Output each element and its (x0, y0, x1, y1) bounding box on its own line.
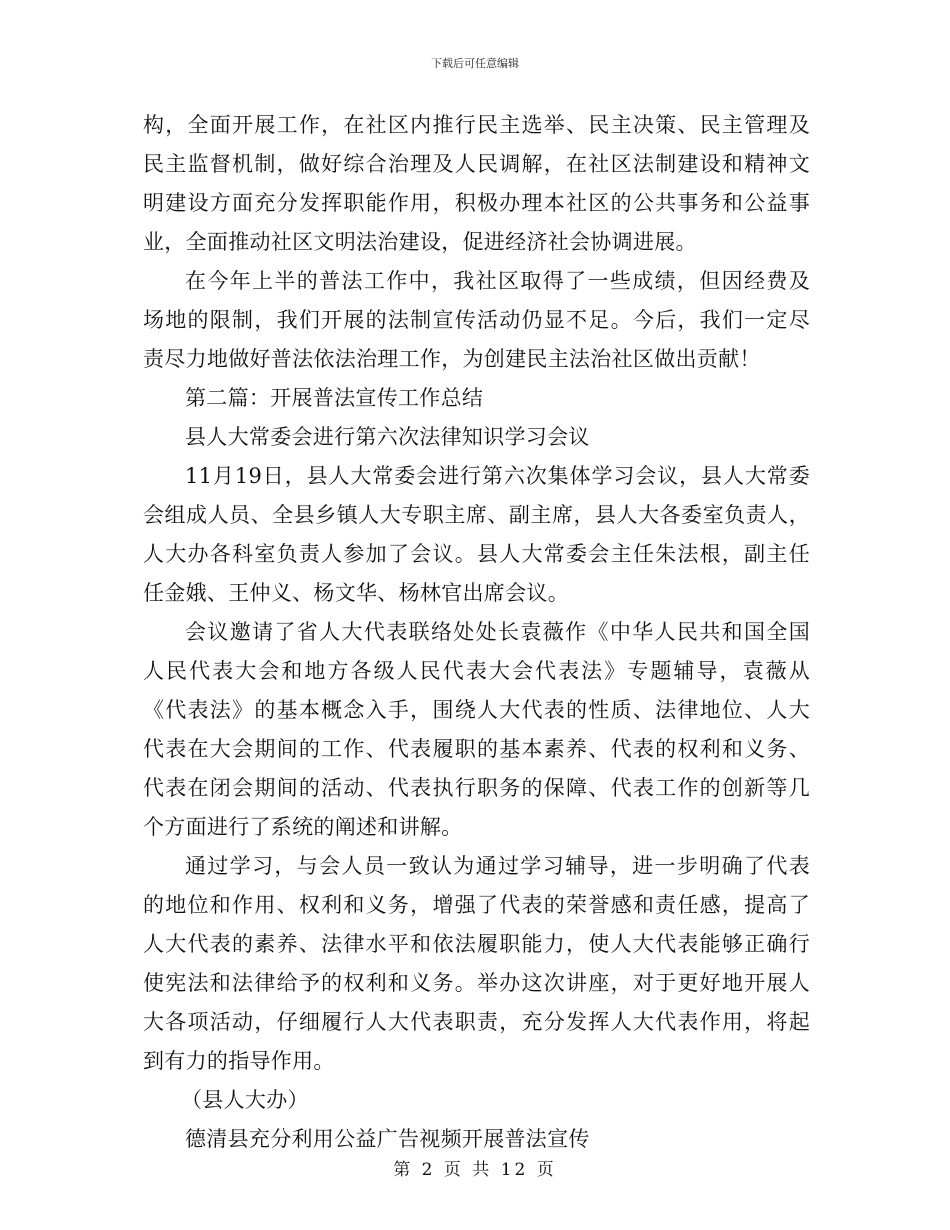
article-title: 德清县充分利用公益广告视频开展普法宣传 (185, 1127, 590, 1151)
text-line: 大各项活动，仔细履行人大代表职责，充分发挥人大代表作用，将起 (143, 1010, 810, 1034)
page-number: 第 2 页 共 12 页 (393, 1160, 557, 1180)
text-line: 使宪法和法律给予的权利和义务。举办这次讲座，对于更好地开展人 (143, 971, 810, 995)
page-header: 下载后可任意编辑 (431, 57, 519, 70)
text-line: 的地位和作用、权利和义务，增强了代表的荣誉感和责任感，提高了 (143, 893, 810, 917)
text-line: 11月19日，县人大常委会进行第六次集体学习会议，县人大常委 (185, 464, 810, 488)
source-note: （县人大办） (181, 1088, 309, 1112)
text-line: 构，全面开展工作，在社区内推行民主选举、民主决策、民主管理及 (143, 113, 810, 137)
text-line: 人大办各科室负责人参加了会议。县人大常委会主任朱法根，副主任 (143, 542, 810, 566)
text-line: 任金娥、王仲义、杨文华、杨林官出席会议。 (143, 581, 569, 605)
text-line: 人大代表的素养、法律水平和依法履职能力，使人大代表能够正确行 (143, 932, 810, 956)
text-line: 个方面进行了系统的阐述和讲解。 (143, 815, 463, 839)
text-line: 在今年上半的普法工作中，我社区取得了一些成绩，但因经费及 (185, 269, 810, 293)
text-line: 《代表法》的基本概念入手，围绕人大代表的性质、法律地位、人大 (143, 698, 810, 722)
text-line: 民主监督机制，做好综合治理及人民调解，在社区法制建设和精神文 (143, 152, 810, 176)
text-line: 明建设方面充分发挥职能作用，积极办理本社区的公共事务和公益事 (143, 191, 810, 215)
text-line: 代表在大会期间的工作、代表履职的基本素养、代表的权利和义务、 (143, 737, 810, 761)
text-line: 通过学习，与会人员一致认为通过学习辅导，进一步明确了代表 (185, 854, 810, 878)
article-title: 县人大常委会进行第六次法律知识学习会议 (185, 425, 590, 449)
text-line: 到有力的指导作用。 (143, 1049, 335, 1073)
text-line: 代表在闭会期间的活动、代表执行职务的保障、代表工作的创新等几 (143, 776, 810, 800)
text-line: 场地的限制，我们开展的法制宣传活动仍显不足。今后，我们一定尽 (143, 308, 810, 332)
text-line: 会议邀请了省人大代表联络处处长袁薇作《中华人民共和国全国 (185, 620, 810, 644)
text-line: 人民代表大会和地方各级人民代表大会代表法》专题辅导，袁薇从 (143, 659, 810, 683)
section-heading: 第二篇：开展普法宣传工作总结 (185, 386, 484, 410)
document-body (143, 106, 810, 1159)
text-line: 业，全面推动社区文明法治建设，促进经济社会协调进展。 (143, 230, 697, 254)
text-line: 会组成人员、全县乡镇人大专职主席、副主席，县人大各委室负责人， (143, 503, 810, 527)
text-line: 责尽力地做好普法依法治理工作，为创建民主法治社区做出贡献！ (143, 347, 761, 371)
